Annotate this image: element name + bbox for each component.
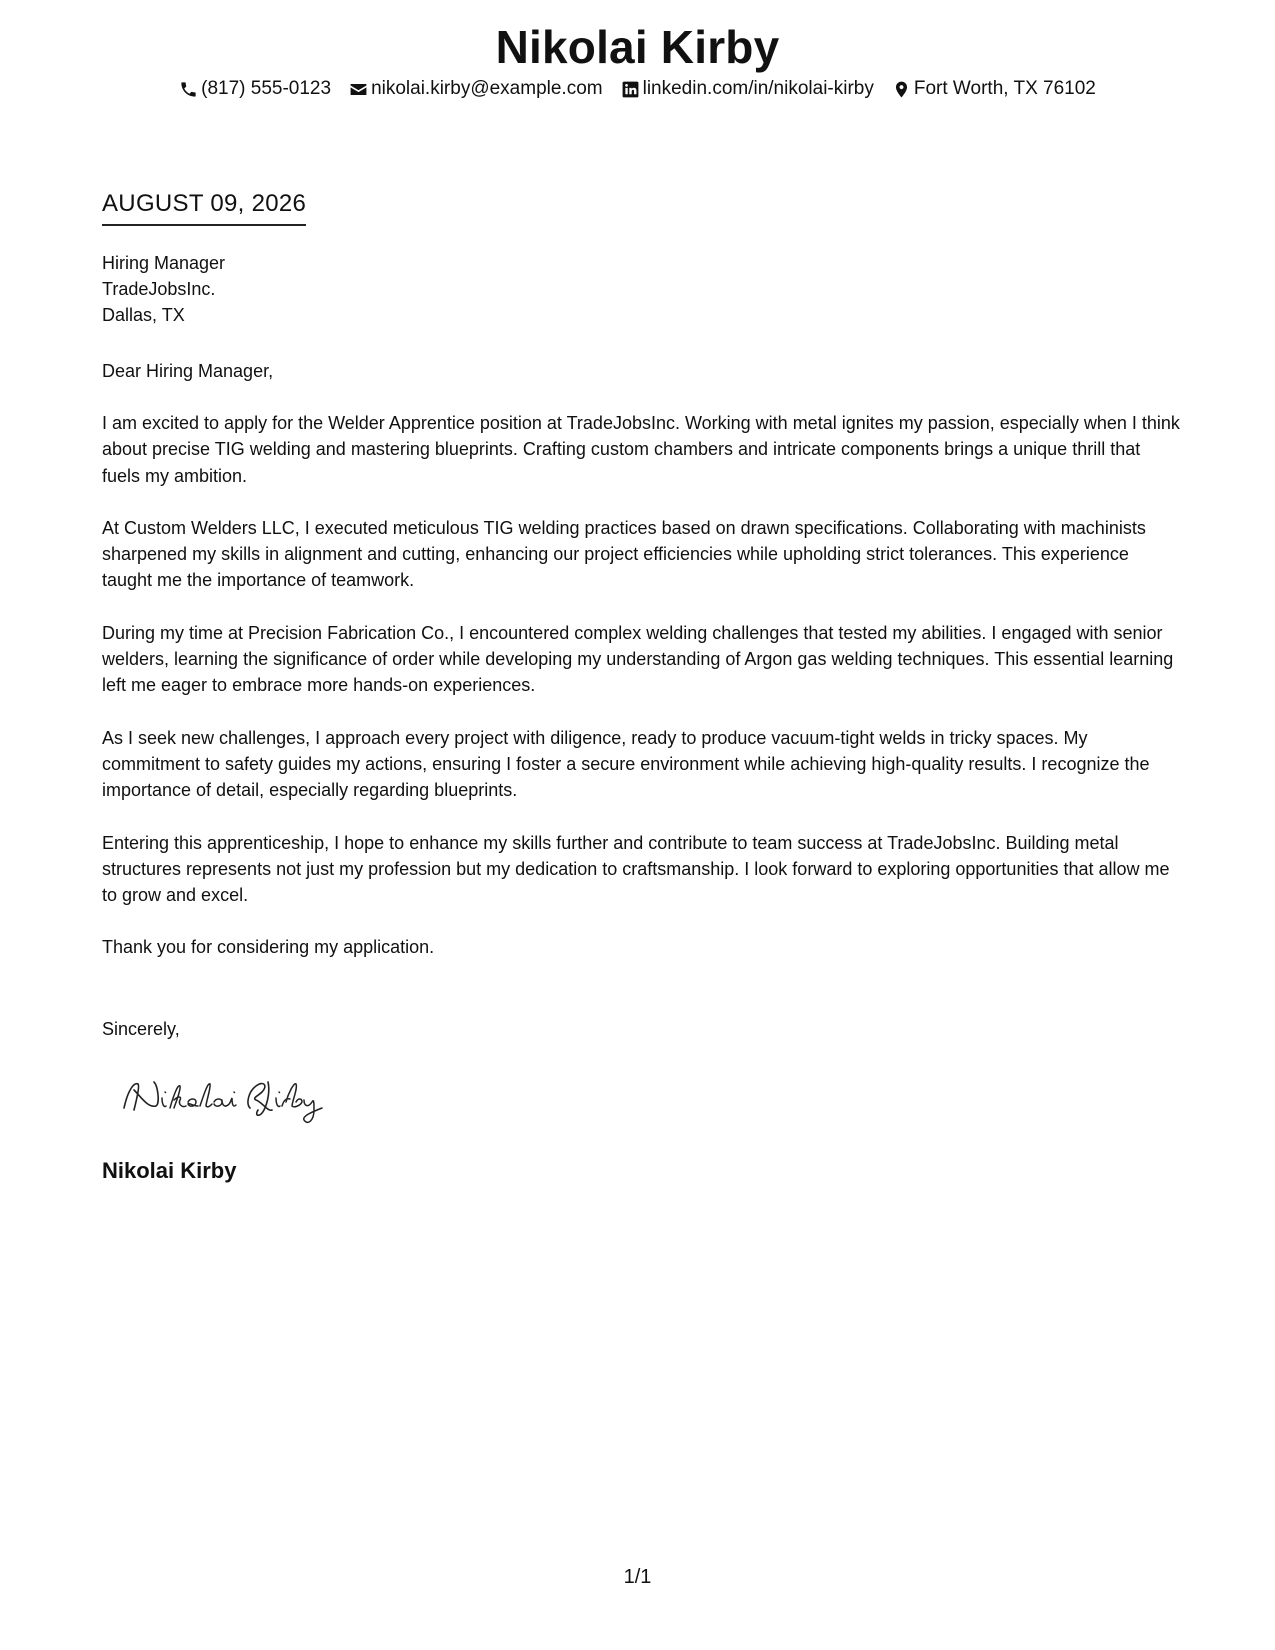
body-paragraph: I am excited to apply for the Welder Apprentice position at TradeJobsInc. Working with metal ignites my passion, especially when I think about precise TIG welding and mastering blueprints. Crafting custom chambers and intricate components brings a unique thrill that fuels my ambition. (102, 413, 1180, 486)
body-paragraph: At Custom Welders LLC, I executed meticulous TIG welding practices based on drawn specifications. Collaborating with machinists sharpened my skills in alignment and cutting, enhancing our project efficiencies while upholding strict tolerances. This experience taught me the importance of teamwork. (102, 517, 1146, 591)
contact-phone (179, 78, 331, 100)
recipient-block (102, 250, 225, 328)
contact-info-row (0, 78, 1275, 100)
contact-location (892, 78, 1096, 100)
phone-icon (179, 80, 198, 99)
body-paragraph: Thank you for considering my application. (102, 937, 435, 958)
contact-linkedin (621, 78, 874, 100)
linkedin-link[interactable]: linkedin.com/in/nikolai-kirby (642, 78, 874, 99)
signer-name: Nikolai Kirby (102, 1158, 237, 1183)
page-number: 1/1 (623, 1566, 652, 1588)
phone-text: (817) 555-0123 (201, 78, 332, 99)
location-text: Fort Worth, TX 76102 (913, 78, 1096, 99)
envelope-icon (349, 80, 368, 99)
handwritten-signature (118, 1068, 358, 1128)
contact-email (349, 78, 603, 100)
body-paragraph: Entering this apprenticeship, I hope to enhance my skills further and contribute to team success at TradeJobsInc. Building metal structures represents not just my profession but my dedication to craftsmanship. I look forward to exploring opportunities that allow me to grow and excel. (102, 832, 1170, 906)
letter-date: AUGUST 09, 2026 (102, 190, 306, 226)
recipient-company: TradeJobsInc. (102, 279, 216, 299)
body-paragraph: During my time at Precision Fabrication Co., I encountered complex welding challenges that tested my abilities. I engaged with senior welders, learning the significance of order while developing my understanding of Argon gas welding techniques. This essential learning left me eager to embrace more hands-on experiences. (102, 622, 1174, 696)
recipient-title: Hiring Manager (102, 253, 226, 273)
linkedin-icon (621, 80, 640, 99)
salutation: Dear Hiring Manager, (102, 361, 274, 381)
map-marker-icon (892, 80, 911, 99)
recipient-location: Dallas, TX (102, 305, 185, 325)
closing-line: Sincerely, (102, 1019, 180, 1039)
letter-body (102, 410, 1182, 987)
body-paragraph: As I seek new challenges, I approach every project with diligence, ready to produce vacuum-tight welds in tricky spaces. My commitment to safety guides my actions, ensuring I foster a secure environment while achieving high-quality results. I recognize the importance of detail, especially regarding blueprints. (102, 727, 1150, 801)
applicant-name-heading: Nikolai Kirby (495, 21, 780, 73)
email-link[interactable]: nikolai.kirby@example.com (371, 78, 603, 99)
